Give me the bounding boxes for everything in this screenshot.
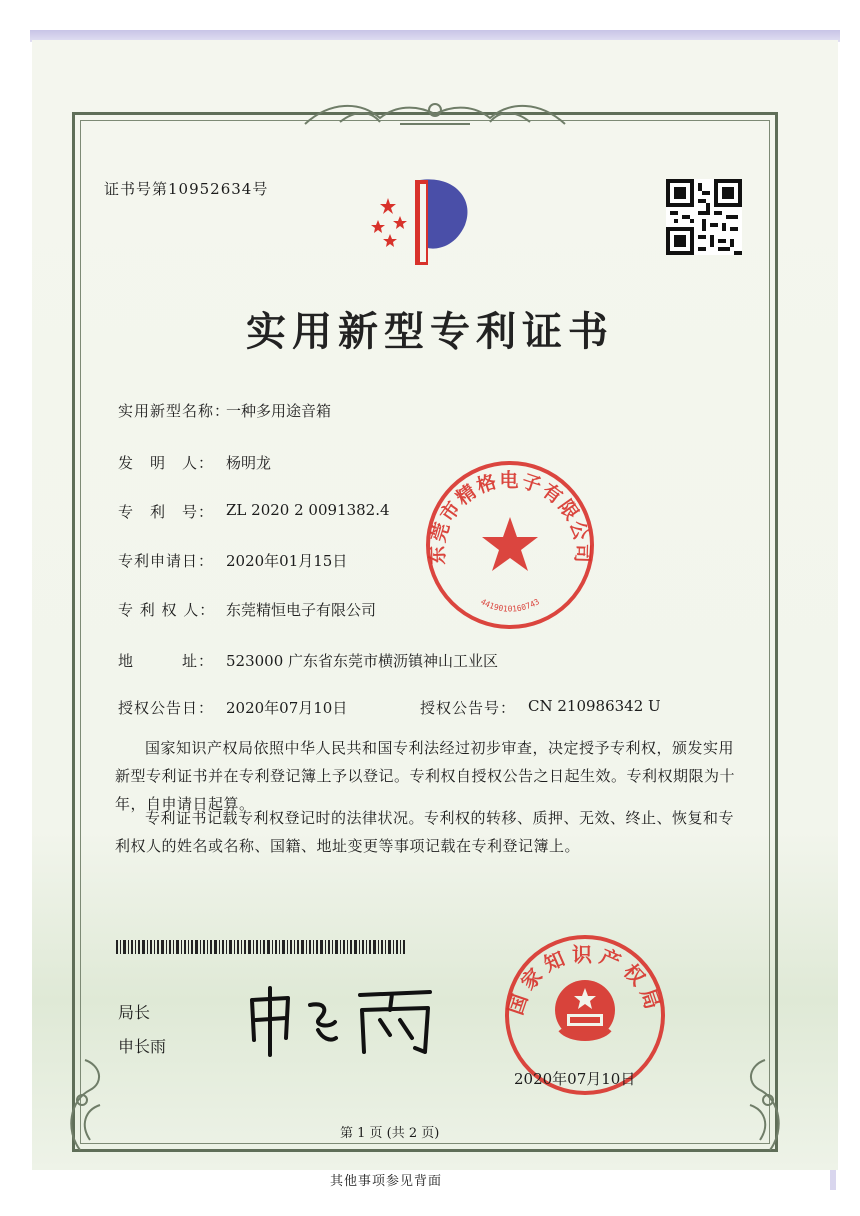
certificate-paragraph: 国家知识产权局依照中华人民共和国专利法经过初步审查，决定授予专利权，颁发实用新型专利证书并在专利登记簿上予以登记。专利权自授权公告之日起生效。专利权期限为十年，自申请日起算。: [115, 739, 736, 813]
director-signature: [240, 980, 440, 1060]
field-label-address: 地 址：: [118, 652, 215, 670]
field-label-pub-no: 授权公告号：: [420, 699, 517, 717]
field-label-patent-no: 专 利 号：: [118, 503, 215, 521]
footer-note: 其他事项参见背面: [330, 1174, 443, 1189]
field-label-grant-date: 授权公告日：: [118, 699, 215, 717]
field-value-grant-date: 2020年07月10日: [226, 699, 348, 717]
svg-text:4419010160743: [479, 597, 541, 614]
field-value-patent-no: ZL 2020 2 0091382.4: [226, 501, 390, 519]
certificate-paragraph: 专利证书记载专利权登记时的法律状况。专利权的转移、质押、无效、终止、恢复和专利权人的姓名或名称、国籍、地址变更等事项记载在专利登记簿上。: [115, 809, 735, 855]
field-value-name: 一种多用途音箱: [226, 402, 332, 420]
field-label-inventor: 发 明 人：: [118, 454, 215, 472]
field-value-pub-no: CN 210986342 U: [528, 697, 661, 715]
field-value-address: 523000 广东省东莞市横沥镇神山工业区: [226, 652, 499, 670]
company-seal: [420, 455, 600, 635]
field-label-filing-date: 专利申请日：: [118, 552, 215, 570]
director-title: 局长: [118, 1003, 151, 1022]
office-seal-text: 国家知识产权局: [503, 942, 667, 1018]
corner-ornament: [720, 1040, 790, 1160]
cnipa-logo-icon: [360, 170, 480, 270]
field-label-patentee: 专 利 权 人：: [118, 601, 216, 619]
corner-ornament: [60, 1040, 130, 1160]
page-number: 第 1 页 (共 2 页): [340, 1126, 440, 1141]
field-value-patentee: 东莞精恒电子有限公司: [226, 601, 377, 619]
certificate-title: 实用新型专利证书: [246, 308, 614, 355]
director-name: 申长雨: [118, 1037, 167, 1056]
qr-code: [666, 178, 742, 256]
top-ornament: [300, 96, 570, 132]
field-label-name: 实用新型名称：: [118, 402, 231, 420]
company-seal-code: 4419010160743: [479, 597, 541, 614]
company-seal-text: 东莞市精格电子有限公司: [426, 469, 594, 566]
certificate-number: 证书号第10952634号: [104, 180, 269, 198]
barcode: [116, 940, 406, 954]
national-emblem-icon: [555, 980, 615, 1040]
field-value-inventor: 杨明龙: [226, 454, 272, 472]
field-value-filing-date: 2020年01月15日: [226, 552, 348, 570]
issue-date: 2020年07月10日: [514, 1070, 636, 1088]
